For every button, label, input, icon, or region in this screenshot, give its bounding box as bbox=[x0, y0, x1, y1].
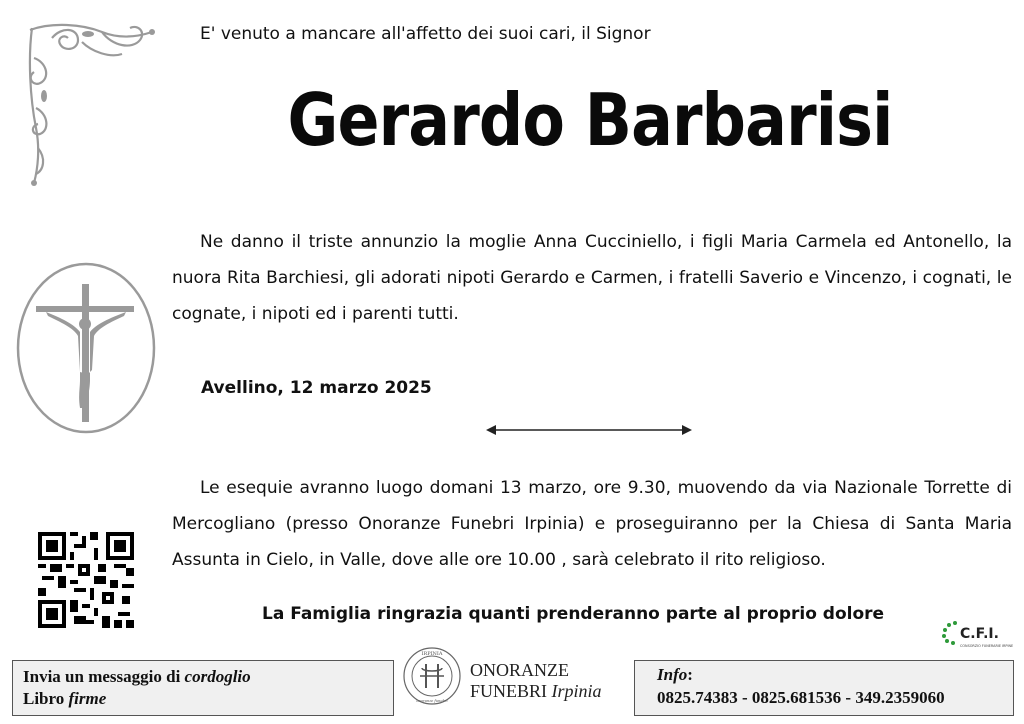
guestbook-link[interactable]: Libro firme bbox=[23, 689, 107, 708]
condolence-box[interactable] bbox=[12, 660, 394, 716]
agency-seal-icon bbox=[402, 646, 462, 706]
announcement-paragraph bbox=[172, 224, 1012, 332]
cfi-text: C.F.I. bbox=[960, 626, 999, 642]
agency-line1: ONORANZE bbox=[470, 660, 569, 680]
info-phones: 0825.74383 - 0825.681536 - 349.2359060 bbox=[657, 688, 945, 707]
agency-name bbox=[470, 660, 602, 702]
place-date: Avellino, 12 marzo 2025 bbox=[201, 378, 432, 398]
svg-text:onoranze funebri: onoranze funebri bbox=[416, 699, 448, 703]
qr-code[interactable] bbox=[38, 532, 134, 628]
crucifix-icon bbox=[16, 262, 156, 434]
announcement-text: Ne danno il triste annunzio la moglie Anna Cucciniello, i figli Maria Carmela ed Antonello, la nuora Rita Barchiesi, gli adorati nipoti Gerardo e Carmen, i fratelli Saverio e Vincenzo, i cognati, le cognate, i nipoti ed i parenti tutti. bbox=[172, 232, 1012, 324]
intro-text: E' venuto a mancare all'affetto dei suoi cari, il Signor bbox=[200, 24, 651, 44]
info-box bbox=[634, 660, 1014, 716]
cfi-subtitle: CONSORZIO FUNERARIE IRPINE bbox=[960, 644, 1014, 648]
family-thanks: La Famiglia ringrazia quanti prenderanno parte al proprio dolore bbox=[262, 604, 885, 624]
funeral-paragraph bbox=[172, 470, 1012, 578]
agency-line2: FUNEBRI Irpinia bbox=[470, 681, 602, 701]
condolence-link[interactable]: Invia un messaggio di cordoglio bbox=[23, 667, 251, 686]
double-arrow-divider-icon bbox=[486, 424, 692, 436]
svg-text:IRPINIA: IRPINIA bbox=[421, 651, 443, 657]
funeral-text: Le esequie avranno luogo domani 13 marzo, ore 9.30, muovendo da via Nazionale Torrette di Mercogliano (presso Onoranze Funebri Irpinia) e proseguiranno per la Chiesa di Santa Maria Assunta in Cielo, in Valle, dove alle ore 10.00 , sarà celebrato il rito religioso. bbox=[172, 478, 1012, 570]
cfi-logo bbox=[940, 620, 1014, 650]
deceased-name: Gerardo Barbarisi bbox=[287, 78, 893, 162]
info-label: Info: bbox=[657, 665, 693, 684]
